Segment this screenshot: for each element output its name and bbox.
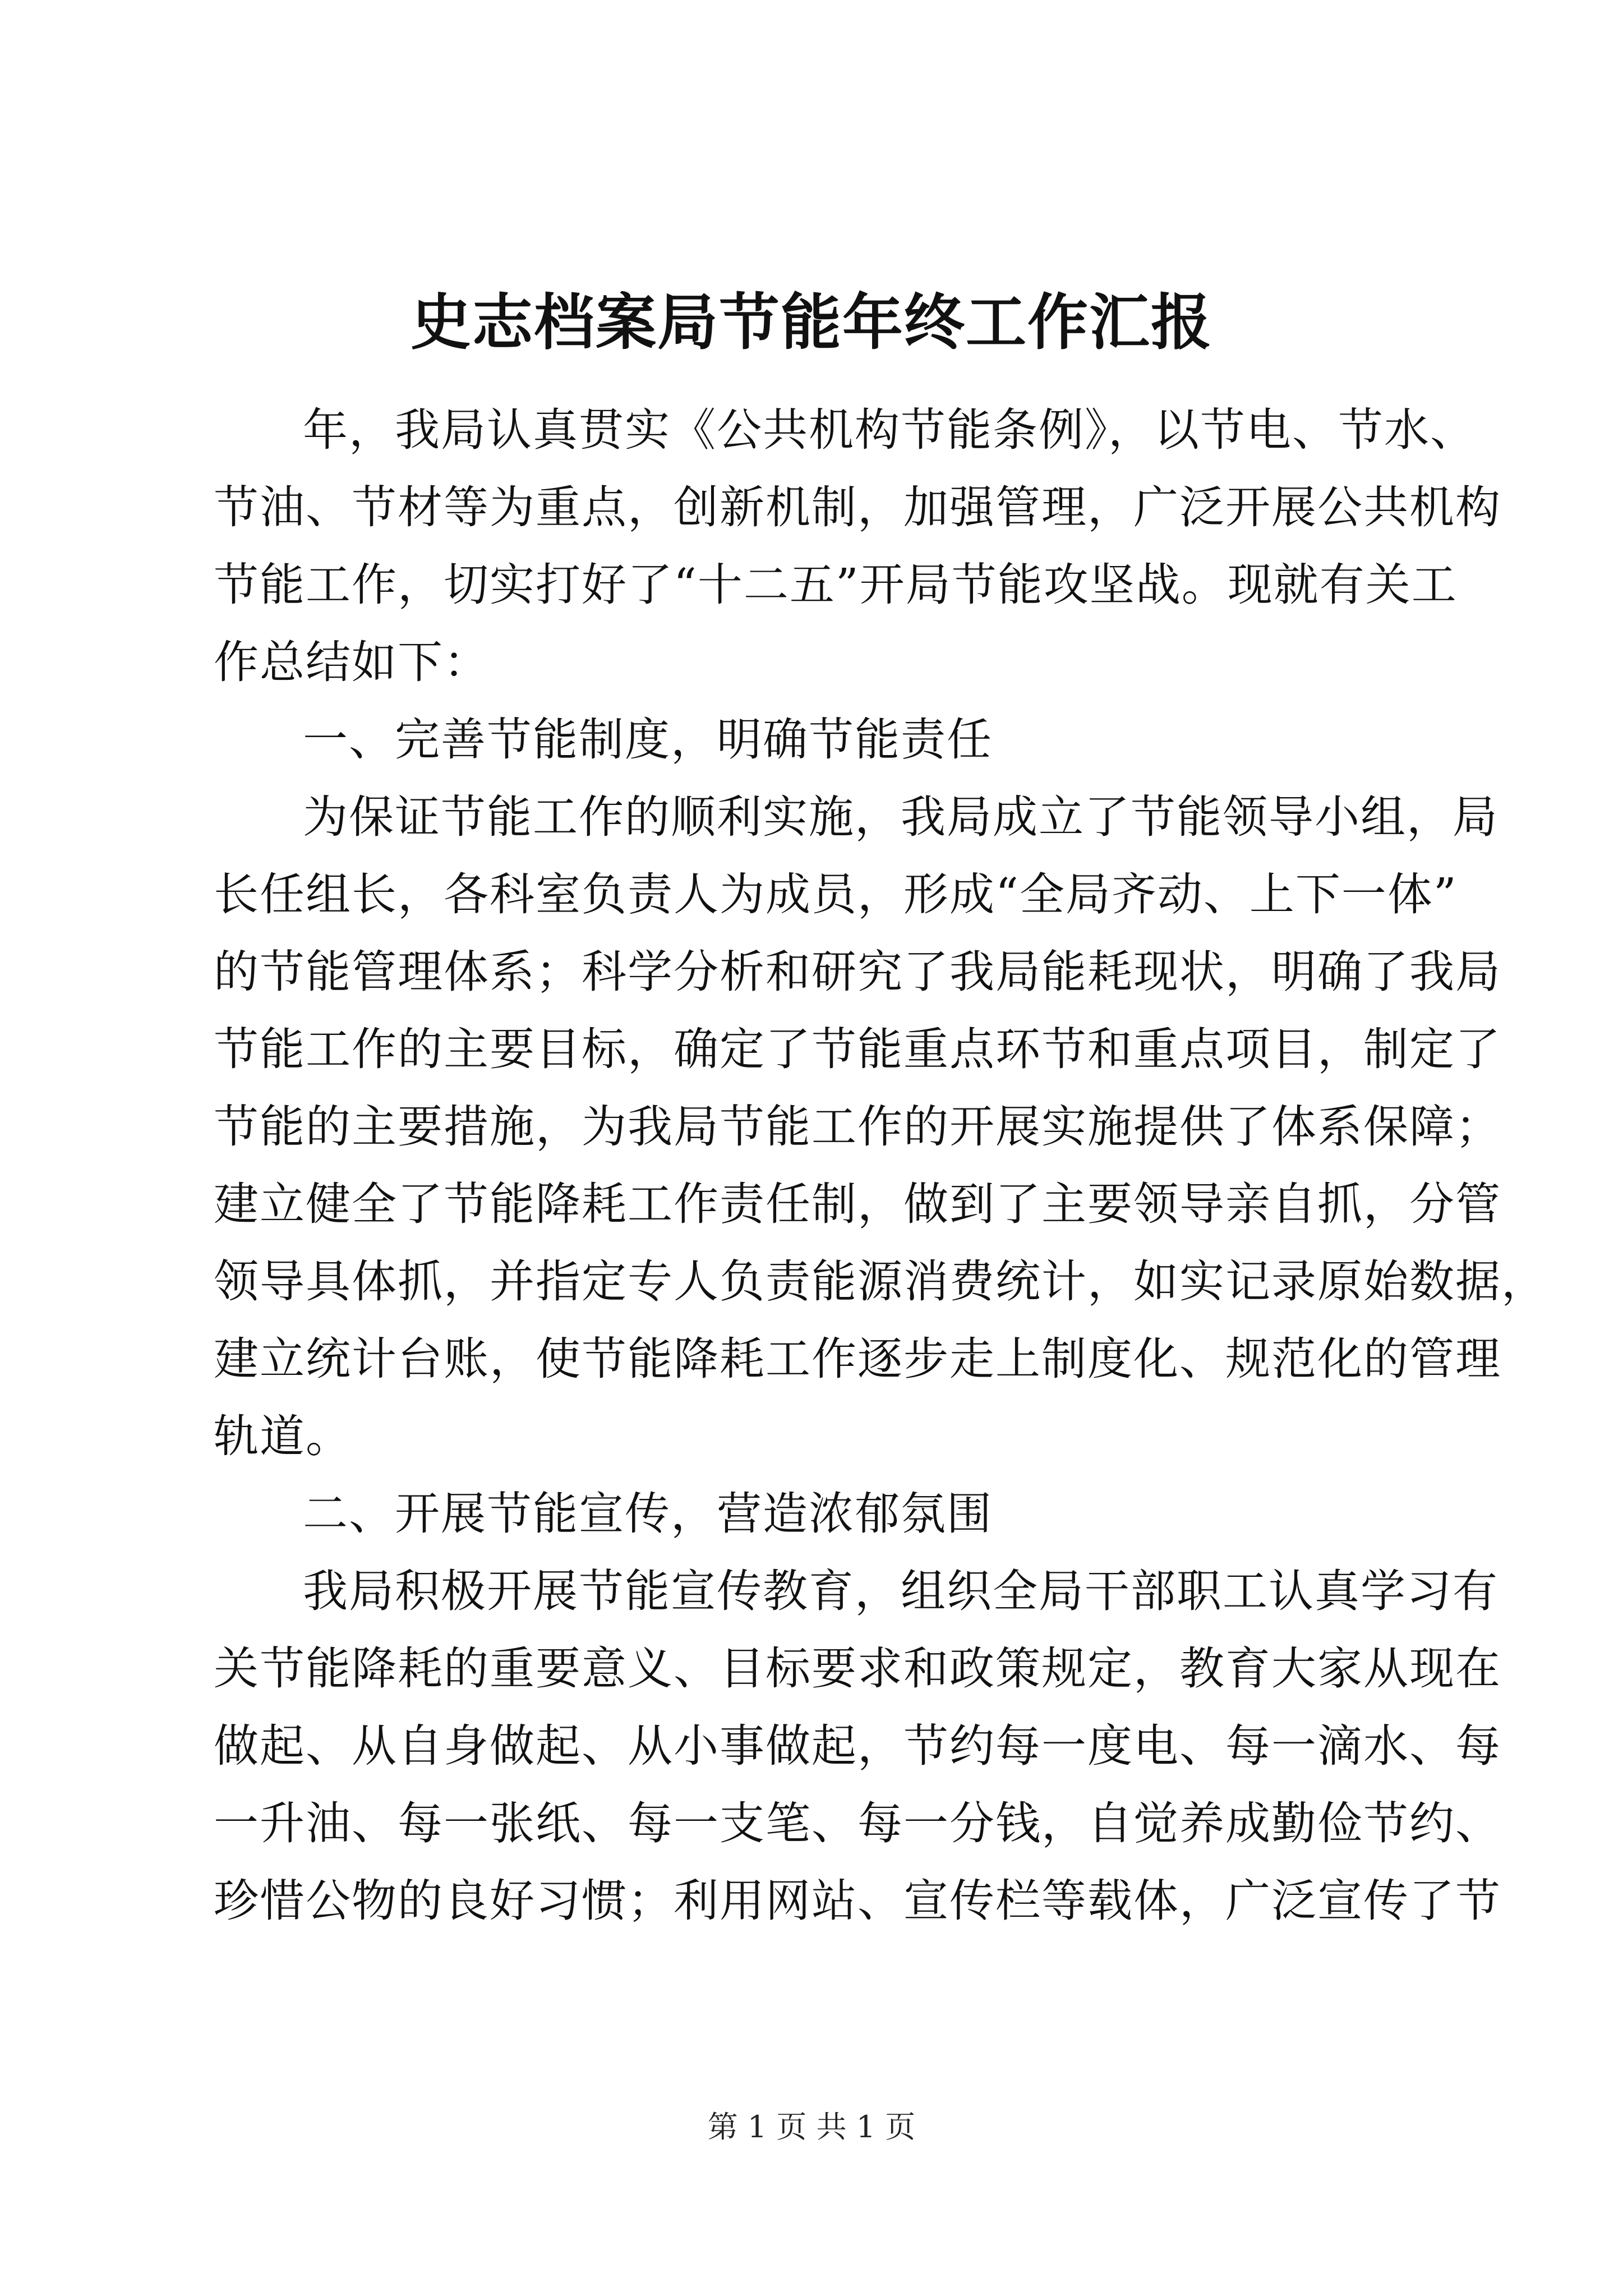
paragraph-line: 关节能降耗的重要意义、目标要求和政策规定，教育大家从现在	[214, 1642, 1501, 1695]
paragraph-line: 做起、从自身做起、从小事做起，节约每一度电、每一滴水、每	[214, 1720, 1501, 1772]
paragraph-line: 节油、节材等为重点，创新机制，加强管理，广泛开展公共机构	[214, 481, 1501, 533]
paragraph-line: 珍惜公物的良好习惯；利用网站、宣传栏等载体，广泛宣传了节	[214, 1875, 1501, 1927]
section-heading: 二、开展节能宣传，营造浓郁氛围	[303, 1488, 993, 1540]
paragraph-line: 领导具体抓，并指定专人负责能源消费统计，如实记录原始数据，	[214, 1255, 1547, 1308]
paragraph-line: 长任组长，各科室负责人为成员，形成“全局齐动、上下一体”	[214, 868, 1458, 921]
paragraph-line: 作总结如下：	[214, 636, 490, 688]
paragraph-line: 节能工作，切实打好了“十二五”开局节能攻坚战。现就有关工	[214, 559, 1458, 611]
paragraph-line: 轨道。	[214, 1410, 352, 1462]
paragraph-line: 节能的主要措施，为我局节能工作的开展实施提供了体系保障；	[214, 1101, 1501, 1153]
paragraph-line: 节能工作的主要目标，确定了节能重点环节和重点项目，制定了	[214, 1023, 1501, 1075]
page-footer: 第 1 页 共 1 页	[707, 2109, 916, 2145]
paragraph-line: 建立健全了节能降耗工作责任制，做到了主要领导亲自抓，分管	[214, 1178, 1501, 1230]
paragraph-line: 建立统计台账，使节能降耗工作逐步走上制度化、规范化的管理	[214, 1333, 1501, 1385]
paragraph-line: 的节能管理体系；科学分析和研究了我局能耗现状，明确了我局	[214, 946, 1501, 998]
section-heading: 一、完善节能制度，明确节能责任	[303, 714, 993, 766]
paragraph-line: 年，我局认真贯实《公共机构节能条例》，以节电、节水、	[303, 404, 1476, 456]
paragraph-line: 我局积极开展节能宣传教育，组织全局干部职工认真学习有	[303, 1565, 1498, 1617]
paragraph-line: 为保证节能工作的顺利实施，我局成立了节能领导小组，局	[303, 791, 1498, 843]
document-title: 史志档案局节能年终工作汇报	[410, 287, 1212, 358]
paragraph-line: 一升油、每一张纸、每一支笔、每一分钱，自觉养成勤俭节约、	[214, 1797, 1501, 1849]
